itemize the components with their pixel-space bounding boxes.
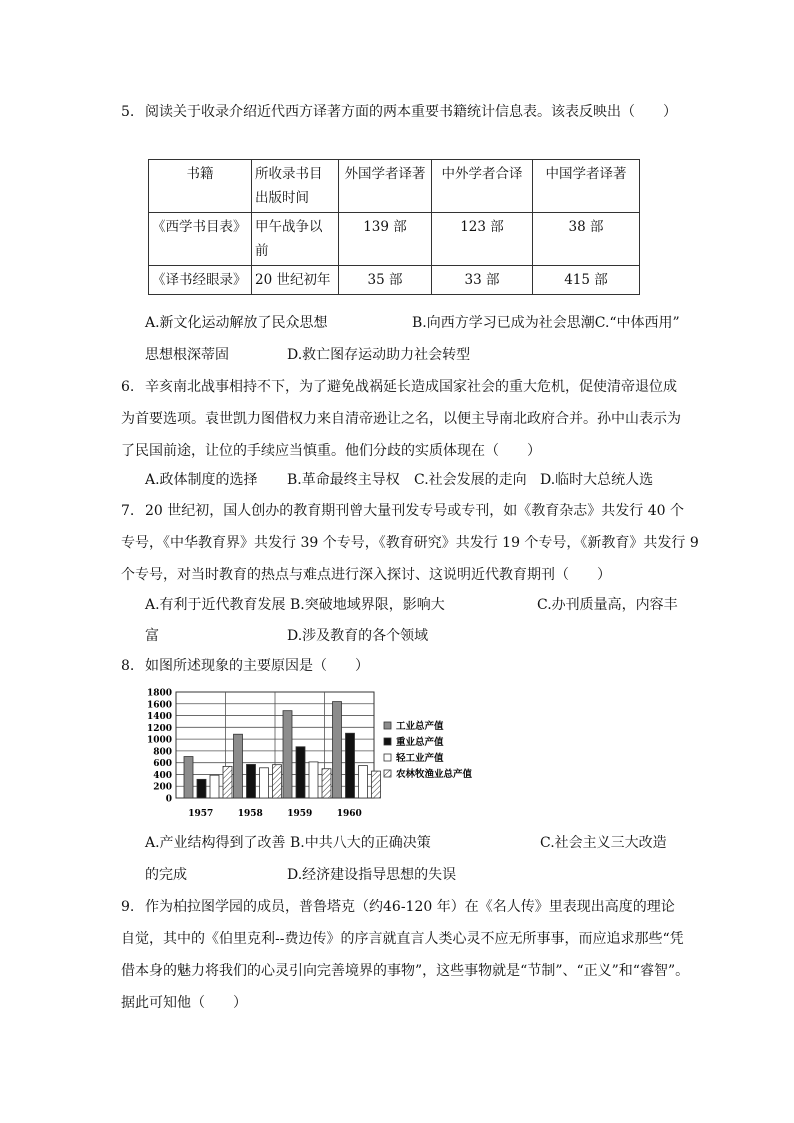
table-header-cell: 书籍 bbox=[149, 160, 252, 213]
question-number: 8. bbox=[121, 658, 135, 674]
chart-legend-swatch bbox=[384, 722, 391, 729]
q6-line-2: 为首要选项。袁世凯力图借权力来自清帝逊让之名，以便主导南北政府合并。孙中山表示为 bbox=[121, 411, 681, 427]
chart-ytick-label: 600 bbox=[153, 759, 172, 770]
table-cell: 20 世纪初年 bbox=[252, 266, 339, 295]
chart-ytick-label: 0 bbox=[165, 794, 172, 805]
chart-xtick-label: 1958 bbox=[237, 809, 263, 819]
question-number: 6. bbox=[121, 379, 135, 395]
q7-line-1 bbox=[121, 501, 684, 521]
chart-ytick-label: 1800 bbox=[146, 688, 172, 699]
q6-option-b: B.革命最终主导权 bbox=[287, 472, 400, 488]
chart-bar bbox=[283, 711, 292, 798]
q9-line-4: 据此可知他（ ） bbox=[121, 995, 247, 1011]
q8-stem-text: 如图所述现象的主要原因是（ ） bbox=[145, 658, 369, 674]
q7-text: 20 世纪初，国人创办的教育期刊曾大量刊发专号或专刊，如《教育杂志》共发行 40 个 bbox=[145, 503, 684, 519]
table-cell: 415 部 bbox=[533, 266, 640, 295]
chart-legend-swatch bbox=[384, 738, 391, 745]
q5-stem bbox=[121, 102, 677, 122]
chart-ytick-label: 800 bbox=[153, 747, 172, 758]
chart-bar bbox=[184, 757, 193, 798]
q5-stem-text: 阅读关于收录介绍近代西方译著方面的两本重要书籍统计信息表。该表反映出（ ） bbox=[145, 104, 677, 120]
chart-legend-swatch bbox=[384, 770, 391, 777]
table-row bbox=[149, 213, 640, 266]
chart-bar bbox=[247, 764, 256, 798]
chart-bar bbox=[322, 769, 331, 798]
chart-legend-label: 重业总产值 bbox=[396, 737, 444, 748]
table-cell: 123 部 bbox=[432, 213, 533, 266]
table-cell: 38 部 bbox=[533, 213, 640, 266]
chart-bar bbox=[197, 779, 206, 798]
q7-line-2: 专号，《中华教育界》共发行 39 个专号，《教育研究》共发行 19 个专号，《新教育》共发行 9 bbox=[121, 535, 699, 551]
q6-option-c: C.社会发展的走向 bbox=[414, 472, 527, 488]
q5-option-d: D.救亡图存运动助力社会转型 bbox=[287, 347, 471, 363]
q6-text: 辛亥南北战事相持不下，为了避免战祸延长造成国家社会的重大危机，促使清帝退位成 bbox=[145, 379, 677, 395]
table-cell: 《西学书目表》 bbox=[149, 213, 252, 266]
q5-option-c-cont: 思想根深蒂固 bbox=[145, 347, 229, 363]
chart-ytick-label: 1000 bbox=[146, 735, 172, 746]
chart-bar bbox=[234, 734, 243, 798]
table-header-cell: 所收录书目出版时间 bbox=[252, 160, 339, 213]
q8-option-ab: A.产业结构得到了改善 B.中共八大的正确决策 bbox=[145, 835, 431, 851]
question-number: 5. bbox=[121, 104, 135, 120]
q8-option-c-cont: 的完成 bbox=[145, 867, 187, 883]
table-header-row bbox=[149, 160, 640, 213]
question-number: 7. bbox=[121, 503, 135, 519]
q7-line-3: 个专号，对当时教育的热点与难点进行深入探讨、这说明近代教育期刊（ ） bbox=[121, 567, 611, 583]
chart-bar bbox=[273, 765, 282, 798]
chart-xtick-label: 1957 bbox=[188, 809, 214, 819]
q9-line-3: 借本身的魅力将我们的心灵引向完善境界的事物”，这些事物就是“节制”、“正义”和“睿智”。 bbox=[121, 963, 690, 979]
q6-line-1 bbox=[121, 377, 677, 397]
chart-ytick-label: 1200 bbox=[146, 723, 172, 734]
chart-bar bbox=[210, 775, 219, 798]
chart-bar bbox=[309, 762, 318, 798]
chart-bar bbox=[223, 766, 232, 798]
q5-option-bc: B.向西方学习已成为社会思潮C.“中体西用” bbox=[412, 315, 680, 331]
q9-line-2: 自觉，其中的《伯里克利--费边传》的序言就直言人类心灵不应无所事事，而应追求那些“凭 bbox=[121, 931, 684, 947]
q7-option-d: D.涉及教育的各个领域 bbox=[287, 628, 429, 644]
q6-option-d: D.临时大总统人选 bbox=[540, 472, 654, 488]
q9-line-1 bbox=[121, 897, 675, 917]
table-cell: 33 部 bbox=[432, 266, 533, 295]
q7-option-c-cont: 富 bbox=[145, 628, 159, 644]
table-header-cell: 中外学者合译 bbox=[432, 160, 533, 213]
chart-legend-label: 农林牧渔业总产值 bbox=[396, 769, 473, 780]
q7-option-c: C.办刊质量高，内容丰 bbox=[537, 597, 678, 613]
chart-bar bbox=[346, 733, 355, 798]
table-cell: 甲午战争以前 bbox=[252, 213, 339, 266]
chart-legend-label: 工业总产值 bbox=[396, 721, 444, 732]
q8-bar-chart bbox=[140, 686, 490, 826]
table-header-cell: 外国学者译著 bbox=[339, 160, 432, 213]
chart-bar bbox=[372, 771, 381, 798]
chart-legend-swatch bbox=[384, 754, 391, 761]
chart-bar bbox=[296, 747, 305, 798]
chart-ytick-label: 1400 bbox=[146, 712, 172, 723]
chart-bar bbox=[260, 768, 269, 798]
table-row bbox=[149, 266, 640, 295]
q6-line-3: 了民国前途，让位的手续应当慎重。他们分歧的实质体现在（ ） bbox=[121, 443, 541, 459]
chart-xtick-label: 1959 bbox=[287, 809, 313, 819]
chart-bar bbox=[359, 766, 368, 798]
chart-ytick-label: 200 bbox=[153, 782, 172, 793]
chart-ytick-label: 400 bbox=[153, 770, 172, 781]
question-number: 9. bbox=[121, 899, 135, 915]
q8-stem bbox=[121, 656, 369, 676]
q6-option-a: A.政体制度的选择 bbox=[145, 472, 258, 488]
q5-option-a: A.新文化运动解放了民众思想 bbox=[145, 315, 328, 331]
table-cell: 35 部 bbox=[339, 266, 432, 295]
chart-xtick-label: 1960 bbox=[336, 809, 362, 819]
q9-text: 作为柏拉图学园的成员，普鲁塔克（约46-120 年）在《名人传》里表现出高度的理论 bbox=[145, 899, 675, 915]
q7-option-ab: A.有利于近代教育发展 B.突破地域界限，影响大 bbox=[145, 597, 445, 613]
chart-legend-label: 轻工业产值 bbox=[396, 753, 444, 764]
q8-option-d: D.经济建设指导思想的失误 bbox=[287, 867, 457, 883]
table-cell: 《译书经眼录》 bbox=[149, 266, 252, 295]
q5-info-table bbox=[148, 159, 640, 295]
table-header-cell: 中国学者译著 bbox=[533, 160, 640, 213]
chart-bar bbox=[333, 702, 342, 798]
table-cell: 139 部 bbox=[339, 213, 432, 266]
q8-option-c: C.社会主义三大改造 bbox=[540, 835, 667, 851]
chart-ytick-label: 1600 bbox=[146, 700, 172, 711]
